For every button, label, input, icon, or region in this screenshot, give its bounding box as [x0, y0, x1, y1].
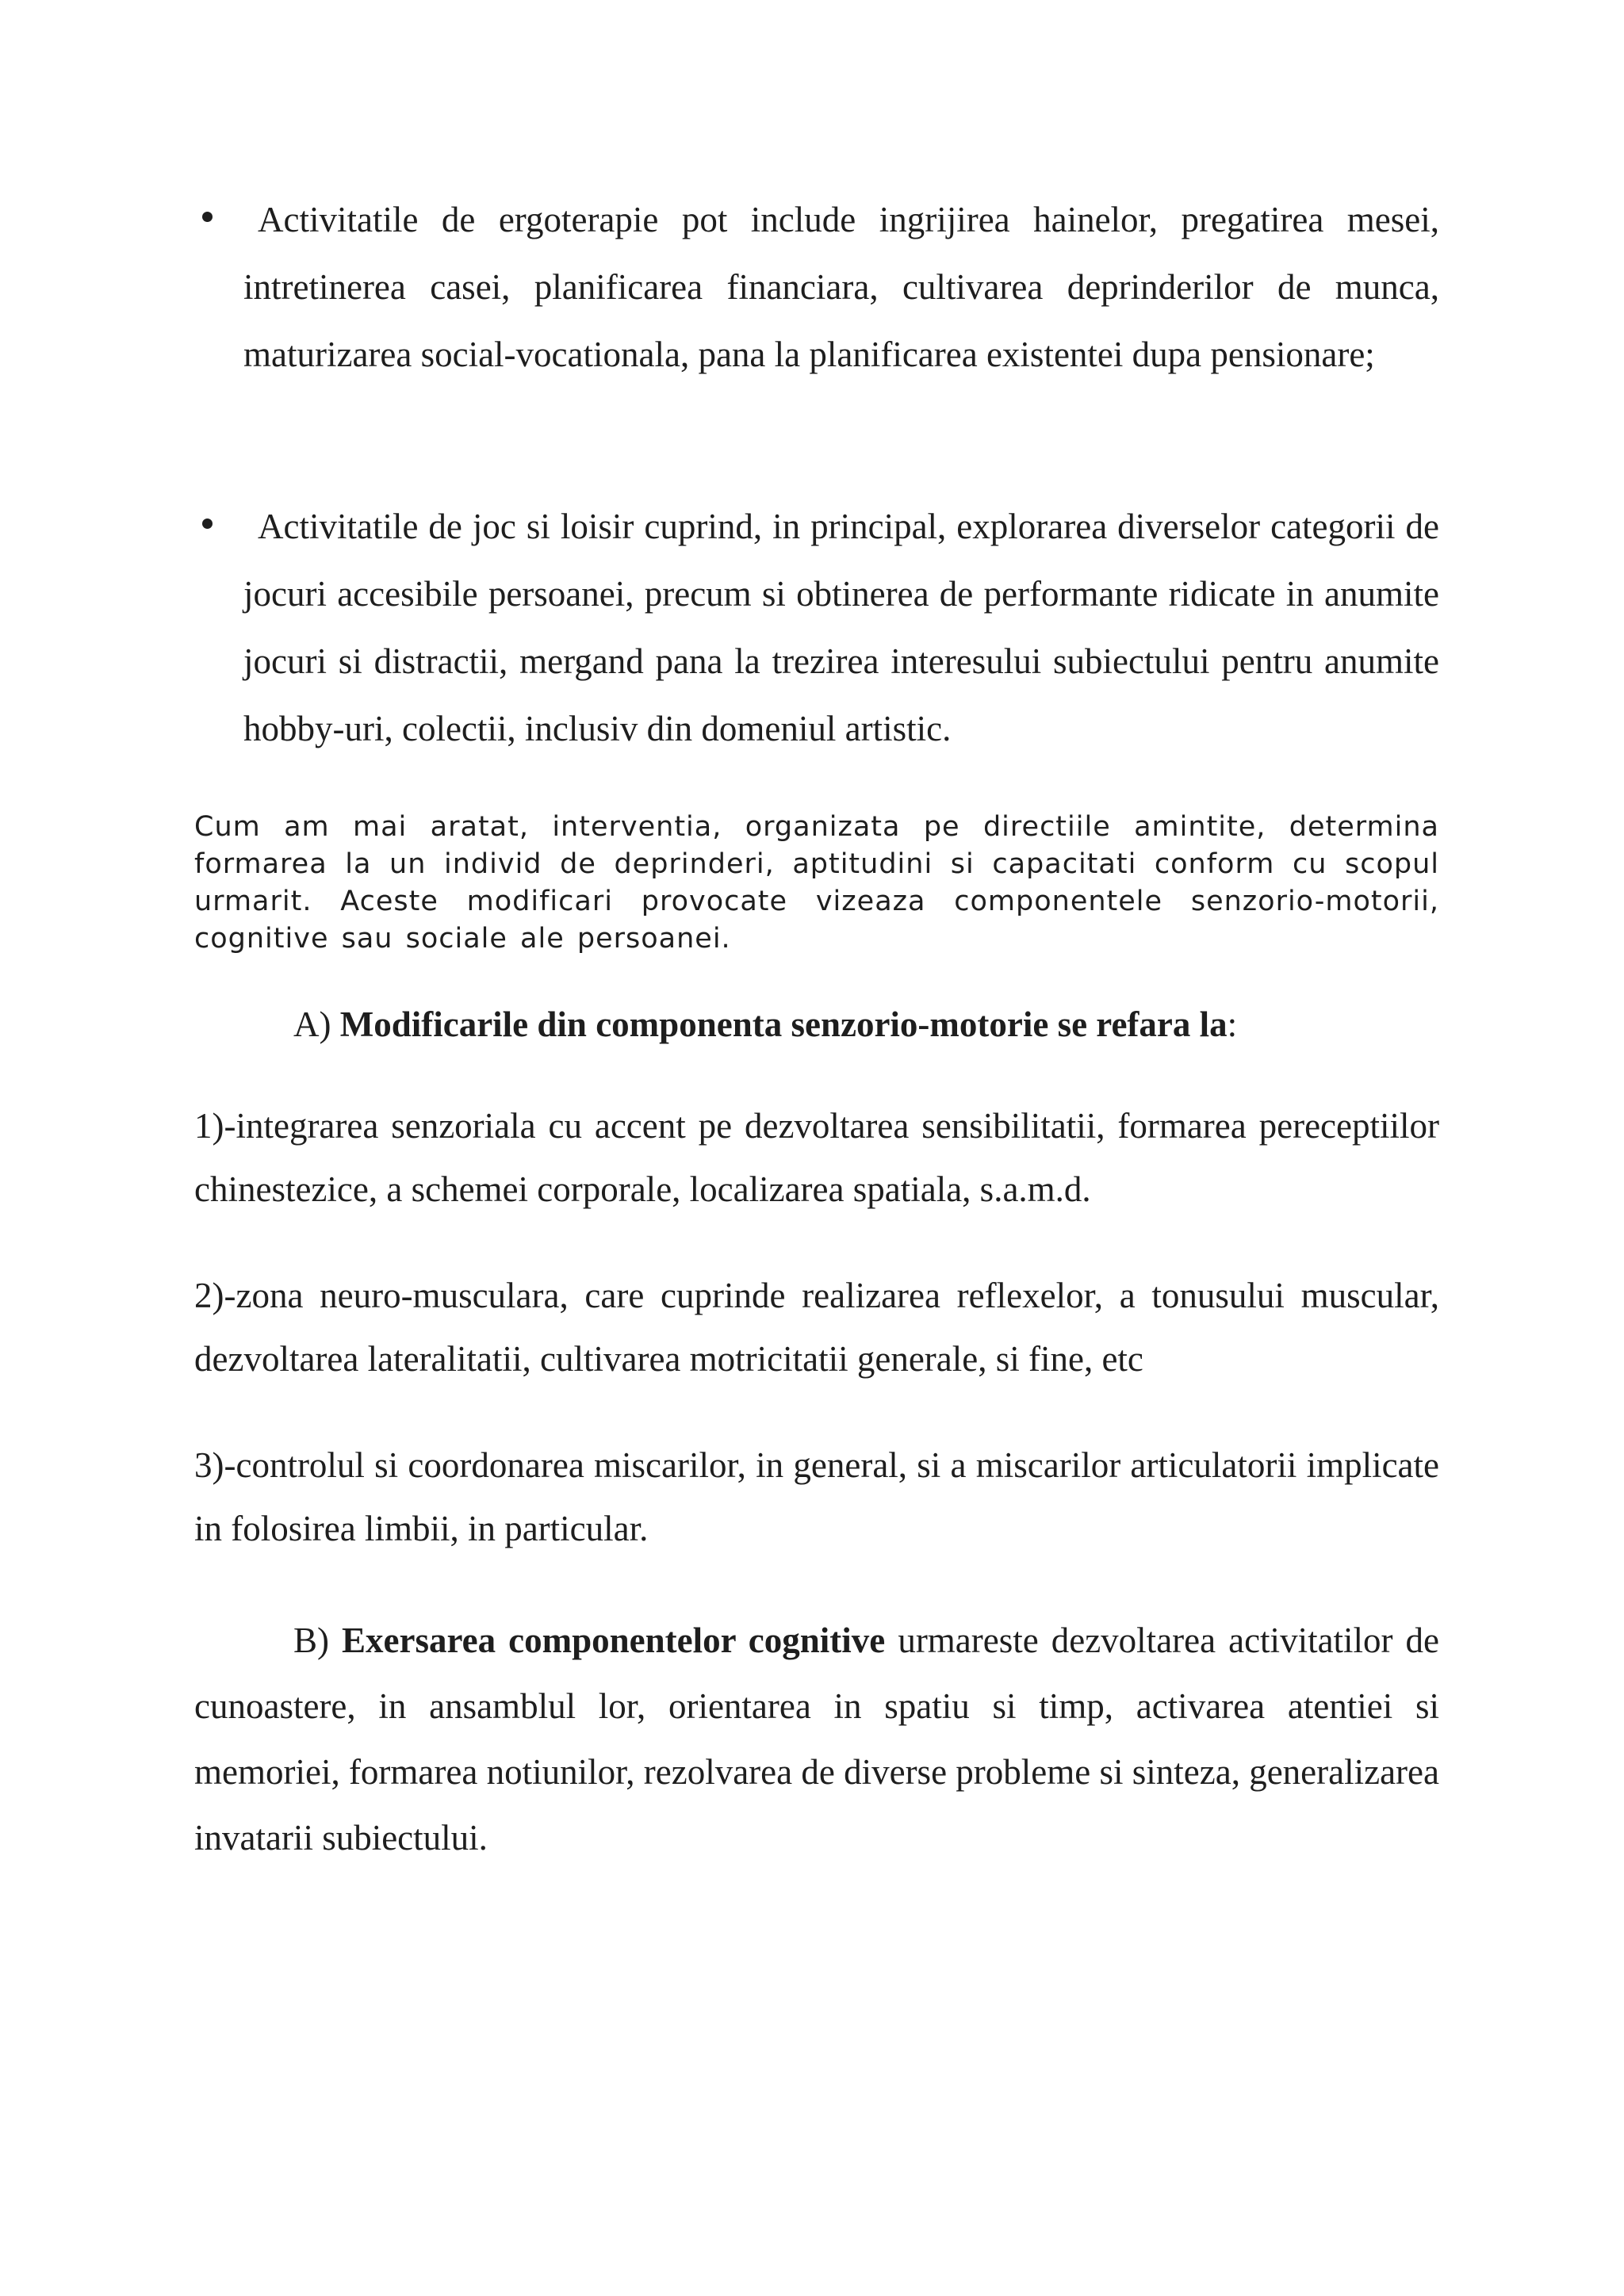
- section-a-prefix: A): [293, 1004, 331, 1044]
- bullet-text: Activitatile de joc si loisir cuprind, in principal, explorarea diverselor categorii de jocuri accesibile persoanei, precum si obtinerea de performante ridicate in anumite jocuri si distractii, mergand pana la trezirea interesului subiectului pentru anumite hobby-uri, colectii, inclusiv din domeniul artistic.: [243, 507, 1439, 748]
- list-item: 2)-zona neuro-musculara, care cuprinde realizarea reflexelor, a tonusului muscular, dezvoltarea lateralitatii, cultivarea motricitatii generale, si fine, etc: [194, 1276, 1439, 1379]
- section-a-suffix: :: [1227, 1004, 1238, 1044]
- section-a-title: Modificarile din componenta senzorio-motorie se refara la: [339, 1004, 1228, 1044]
- bullet-item: [194, 493, 1439, 763]
- bullet-dot-icon: [202, 212, 213, 222]
- section-b-prefix: B): [293, 1621, 329, 1660]
- intro-paragraph: Cum am mai aratat, interventia, organizata pe directiile amintite, determina formarea la un individ de deprinderi, aptitudini si capacitati conform cu scopul urmarit. Aceste modificari provocate vizeaza componentele senzorio-motorii, cognitive sau sociale ale persoanei.: [194, 811, 1439, 955]
- bullet-item: [194, 186, 1439, 388]
- section-a-heading: [194, 997, 1439, 1052]
- list-item: 3)-controlul si coordonarea miscarilor, in general, si a miscarilor articulatorii implicate in folosirea limbii, in particular.: [194, 1445, 1439, 1548]
- bullet-text: Activitatile de ergoterapie pot include ingrijirea hainelor, pregatirea mesei, intretinerea casei, planificarea financiara, cultivarea deprinderilor de munca, maturizarea social-vocationala, pana la planificarea existentei dupa pensionare;: [243, 200, 1439, 374]
- section-b-paragraph: [194, 1608, 1439, 1871]
- bullet-dot-icon: [202, 519, 213, 529]
- section-b-title: Exersarea componentelor cognitive: [342, 1621, 886, 1660]
- section-b-text: urmareste dezvoltarea activitatilor de cunoastere, in ansamblul lor, orientarea in spatiu si timp, activarea atentiei si memoriei, formarea notiunilor, rezolvarea de diverse probleme si sinteza, generalizarea invatarii subiectului.: [194, 1621, 1440, 1858]
- list-item: 1)-integrarea senzoriala cu accent pe dezvoltarea sensibilitatii, formarea pereceptiilor chinestezice, a schemei corporale, localizarea spatiala, s.a.m.d.: [194, 1106, 1439, 1209]
